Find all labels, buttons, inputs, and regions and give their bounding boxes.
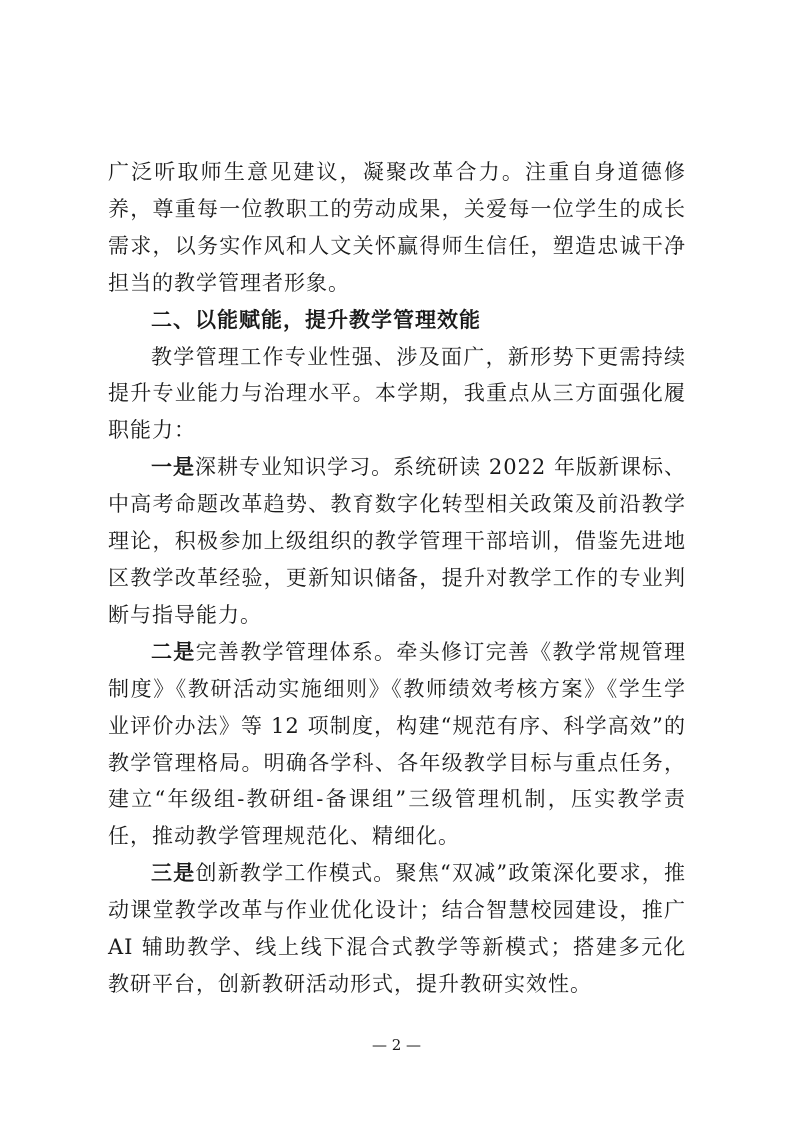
paragraph-point-3 — [108, 855, 686, 1003]
paragraph-text: 创新教学工作模式。聚焦“双减”政策深化要求，推动课堂教学改革与作业优化设计；结合智慧校园建设，推广 AI 辅助教学、线上线下混合式教学等新模式；搭建多元化教研平台，创新教研活动形式，提升教研实效性。 — [108, 861, 686, 996]
paragraph-text: 广泛听取师生意见建议，凝聚改革合力。注重自身道德修养，尊重每一位教职工的劳动成果，关爱每一位学生的成长需求，以务实作风和人文关怀赢得师生信任，塑造忠诚干净担当的教学管理者形象。 — [108, 160, 686, 295]
paragraph-text: 教学管理工作专业性强、涉及面广，新形势下更需持续提升专业能力与治理水平。本学期，我重点从三方面强化履职能力： — [108, 344, 686, 443]
paragraph-point-1 — [108, 449, 686, 634]
paragraph-text: 完善教学管理体系。牵头修订完善《教学常规管理制度》《教研活动实施细则》《教师绩效考核方案》《学生学业评价办法》等 12 项制度，构建“规范有序、科学高效”的教学管理格局。明确各学科、各年级教学目标与重点任务，建立“年级组-教研组-备课组”三级管理机制，压实教学责任，推动教学管理规范化、精细化。 — [108, 639, 686, 849]
document-body — [108, 154, 686, 1003]
point-lead: 一是 — [151, 454, 196, 480]
point-lead: 三是 — [151, 860, 196, 886]
paragraph-text: 深耕专业知识学习。系统研读 2022 年版新课标、中高考命题改革趋势、教育数字化转型相关政策及前沿教学理论，积极参加上级组织的教学管理干部培训，借鉴先进地区教学改革经验，更新知识储备，提升对教学工作的专业判断与指导能力。 — [108, 455, 687, 627]
paragraph-intro — [108, 339, 686, 450]
point-lead: 二是 — [151, 638, 196, 664]
page-number: — 2 — — [371, 1036, 422, 1054]
section-heading — [108, 302, 686, 339]
paragraph-continuation — [108, 154, 686, 302]
section-heading-text: 二、以能赋能，提升教学管理效能 — [151, 306, 481, 332]
paragraph-point-2 — [108, 634, 686, 855]
